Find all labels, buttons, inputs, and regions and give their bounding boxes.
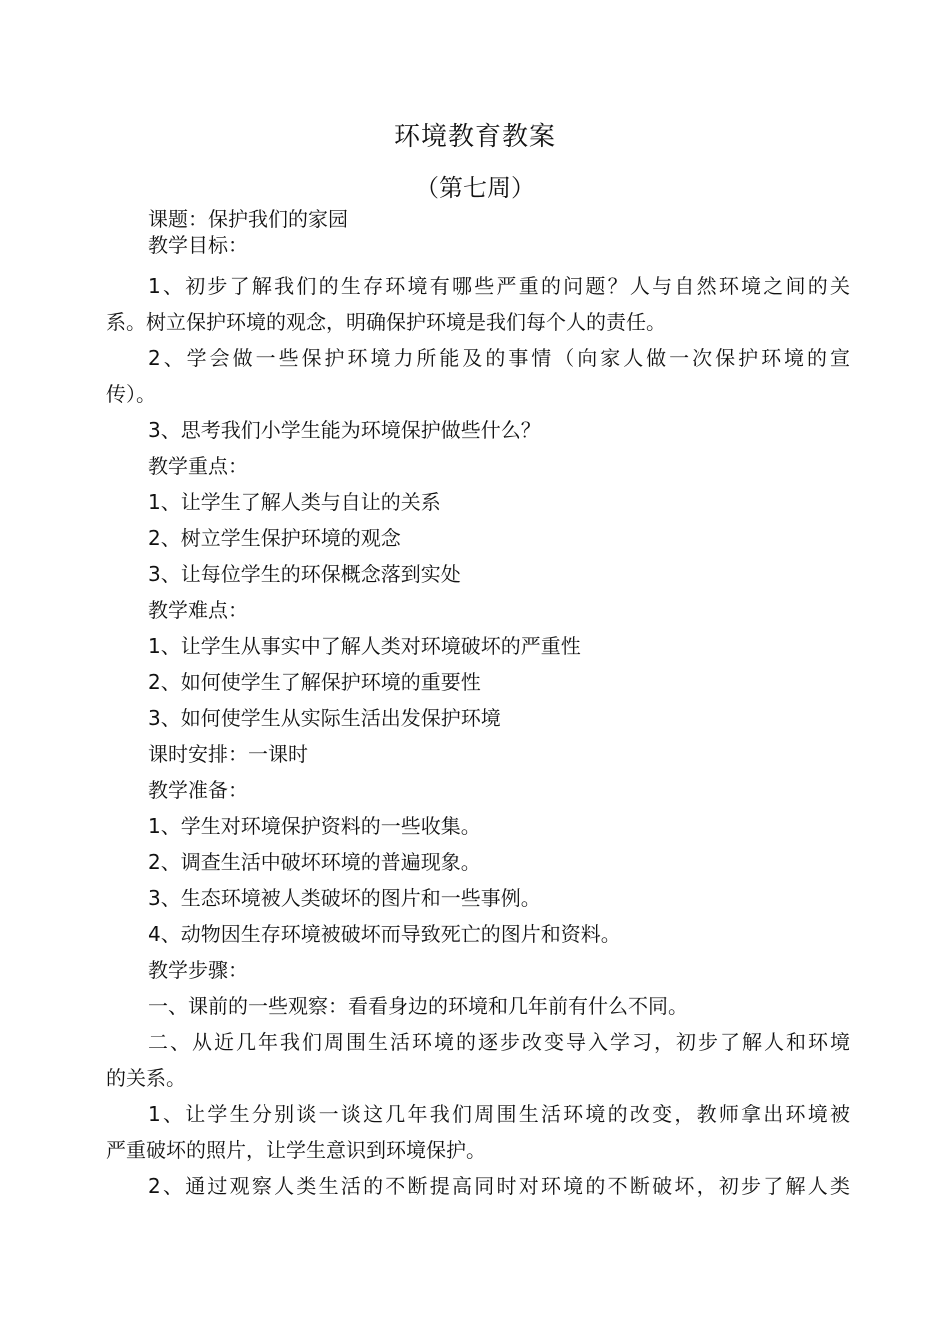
prep-heading: 教学准备：	[148, 778, 248, 802]
document-subtitle: （第七周）	[415, 174, 535, 202]
substep-2-line-a: 2、通过观察人类生活的不断提高同时对环境的不断破坏，初步了解人类	[148, 1174, 850, 1198]
document-title: 环境教育教案	[393, 122, 556, 152]
focus-item-3: 3、让每位学生的环保概念落到实处	[148, 562, 461, 586]
prep-item-1: 1、学生对环境保护资料的一些收集。	[148, 814, 481, 838]
difficulty-item-2: 2、如何使学生了解保护环境的重要性	[148, 670, 481, 694]
document-body	[106, 206, 850, 1204]
step-1-line: 一、课前的一些观察：看看身边的环境和几年前有什么不同。	[148, 994, 688, 1018]
goal-1-line-a: 1、初步了解我们的生存环境有哪些严重的问题？人与自然环境之间的关	[148, 274, 850, 298]
prep-item-2: 2、调查生活中破坏环境的普遍现象。	[148, 850, 481, 874]
goals-heading: 教学目标：	[148, 233, 248, 257]
prep-item-3: 3、生态环境被人类破坏的图片和一些事例。	[148, 886, 541, 910]
goal-3-line: 3、思考我们小学生能为环境保护做些什么？	[148, 418, 541, 442]
difficulty-heading: 教学难点：	[148, 598, 248, 622]
step-2-line-a: 二、从近几年我们周围生活环境的逐步改变导入学习，初步了解人和环境	[148, 1030, 850, 1054]
substep-1-line-b: 严重破坏的照片，让学生意识到环境保护。	[106, 1138, 486, 1162]
focus-item-1: 1、让学生了解人类与自让的关系	[148, 490, 441, 514]
focus-heading: 教学重点：	[148, 454, 248, 478]
difficulty-item-1: 1、让学生从事实中了解人类对环境破坏的严重性	[148, 634, 581, 658]
topic-line: 课题：保护我们的家园	[148, 207, 348, 231]
prep-item-4: 4、动物因生存环境被破坏而导致死亡的图片和资料。	[148, 922, 621, 946]
steps-heading: 教学步骤：	[148, 958, 248, 982]
goal-1-line-b: 系。树立保护环境的观念，明确保护环境是我们每个人的责任。	[106, 310, 666, 334]
focus-item-2: 2、树立学生保护环境的观念	[148, 526, 401, 550]
schedule-line: 课时安排：一课时	[148, 742, 308, 766]
substep-1-line-a: 1、让学生分别谈一谈这几年我们周围生活环境的改变，教师拿出环境被	[148, 1102, 850, 1126]
goal-2-line-b: 传）。	[106, 382, 156, 406]
step-2-line-b: 的关系。	[106, 1066, 186, 1090]
goal-2-line-a: 2、学会做一些保护环境力所能及的事情（向家人做一次保护环境的宣	[148, 346, 850, 370]
difficulty-item-3: 3、如何使学生从实际生活出发保护环境	[148, 706, 501, 730]
